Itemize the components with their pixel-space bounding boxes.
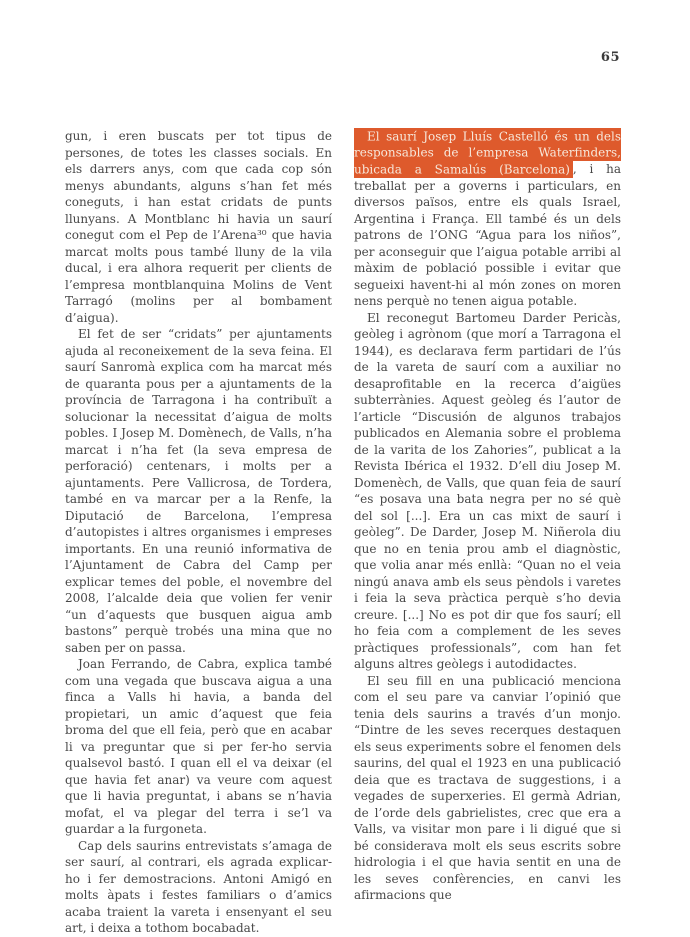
text-columns: [65, 128, 621, 937]
right-column: [354, 128, 621, 937]
paragraph-with-highlight: [354, 128, 621, 310]
paragraph: El fet de ser “cridats” per ajuntaments ajuda al reconeixement de la seva feina. El saurí Sanromà explica com ha marcat més de quaranta pous per a ajuntaments de la província de Tarragona i ha contribuït a solucionar la necessitat d’aigua de molts pobles. I Josep M. Domènech, de Valls, n’ha marcat i n’ha fet (la seva empresa de perforació) centenars, i molts per a ajuntaments. Pere Vallicrosa, de Tordera, també en va marcar per a la Renfe, la Diputació de Barcelona, l’empresa d’autopistes i altres organismes i empreses importants. En una reunió informativa de l’Ajuntament de Cabra del Camp per explicar temes del poble, el novembre del 2008, l’alcalde deia que volien fer venir “un d’aquests que busquen aigua amb bastons” perquè trobés una mina que no saben per on passa.: [65, 327, 332, 655]
paragraph-text: , i ha treballat per a governs i particulars, en diversos països, entre els quals Israel, Argentina i França. Ell també és un dels patrons de l’ONG “Agua para los niños”, per aconseguir que l’aigua potable arribi al màxim de població possible i evitar que segueixi havent-hi al món zones on moren nens perquè no tenen aigua potable.: [354, 162, 622, 308]
paragraph: El reconegut Bartomeu Darder Pericàs, geòleg i agrònom (que morí a Tarragona el 1944), es declarava ferm partidari de l’ús de la vareta de saurí com a auxiliar no desaprofitable en la recerca d’aigües subterrànies. Aquest geòleg és l’autor de l’article “Discusión de algunos trabajos publicados en Alemania sobre el problema de la varita de los Zahories”, publicat a la Revista Ibérica el 1932. D’ell diu Josep M. Domenèch, de Valls, que quan feia de saurí “es posava una bata negra per no sé què del sol [...]. Era un cas mixt de saurí i geòleg”. De Darder, Josep M. Niñerola diu que no en tenia prou amb el diagnòstic, que volia anar més enllà: “Quan no el veia ningú anava amb els seus pèndols i varetes i feia la seva pràctica perquè s’ho devia creure. [...] No es pot dir que fos saurí; ell ho feia com a complement de les seves pràctiques professionals”, com han fet alguns altres geòlegs i autodidactes.: [354, 310, 621, 671]
paragraph: Joan Ferrando, de Cabra, explica també com una vegada que buscava aigua a una finca a Valls hi havia, a banda del propietari, un amic d’aquest que feia broma del que ell feia, però que en acabar li va preguntar que si per fer-ho servia qualsevol bastó. I quan ell el va deixar (el que havia fet anar) va veure com aquest que li havia preguntat, i abans se n’havia mofat, el va plegar del terra i se’l va guardar a la furgoneta.: [65, 657, 332, 836]
paragraph: Cap dels saurins entrevistats s’amaga de ser saurí, al contrari, els agrada explicar-ho i fer demostracions. Antoni Amigó en molts àpats i festes familiars o d’amics acaba traient la vareta i ensenyant el seu art, i deixa a tothom bocabadat.: [65, 838, 332, 935]
paragraph-continued: gun, i eren buscats per tot tipus de persones, de totes les classes socials. En els darrers anys, com que cada cop són menys abundants, alguns s’han fet més coneguts, i han estat cridats de punts llunyans. A Montblanc hi havia un saurí conegut com el Pep de l’Arena³⁰ que havia marcat molts pous també lluny de la vila ducal, i era alhora requerit per clients de l’empresa montblanquina Molins de Vent Tarragó (molins per al bombament d’aigua).: [65, 129, 332, 325]
highlighted-text: El saurí Josep Lluís Castelló és un dels responsables de l’empresa Waterfinders, ubicada a Samalús (Barcelona): [354, 129, 621, 176]
page-number: 65: [600, 50, 620, 65]
paragraph: El seu fill en una publicació menciona com el seu pare va canviar l’opinió que tenia dels saurins a través d’un monjo. “Dintre de les seves recerques destaquen els seus experiments sobre el fenomen dels saurins, del qual el 1923 en una publicació deia que es tractava de suggestions, i a vegades de superxeries. El germà Adrian, de l’orde dels gabrielistes, crec que era a Valls, va visitar mon pare i li digué que si bé considerava molt els seus escrits sobre hidrologia i el que havia sentit en una de les seves confèrencies, en canvi les afirmacions que: [354, 673, 621, 902]
left-column: [65, 128, 332, 937]
